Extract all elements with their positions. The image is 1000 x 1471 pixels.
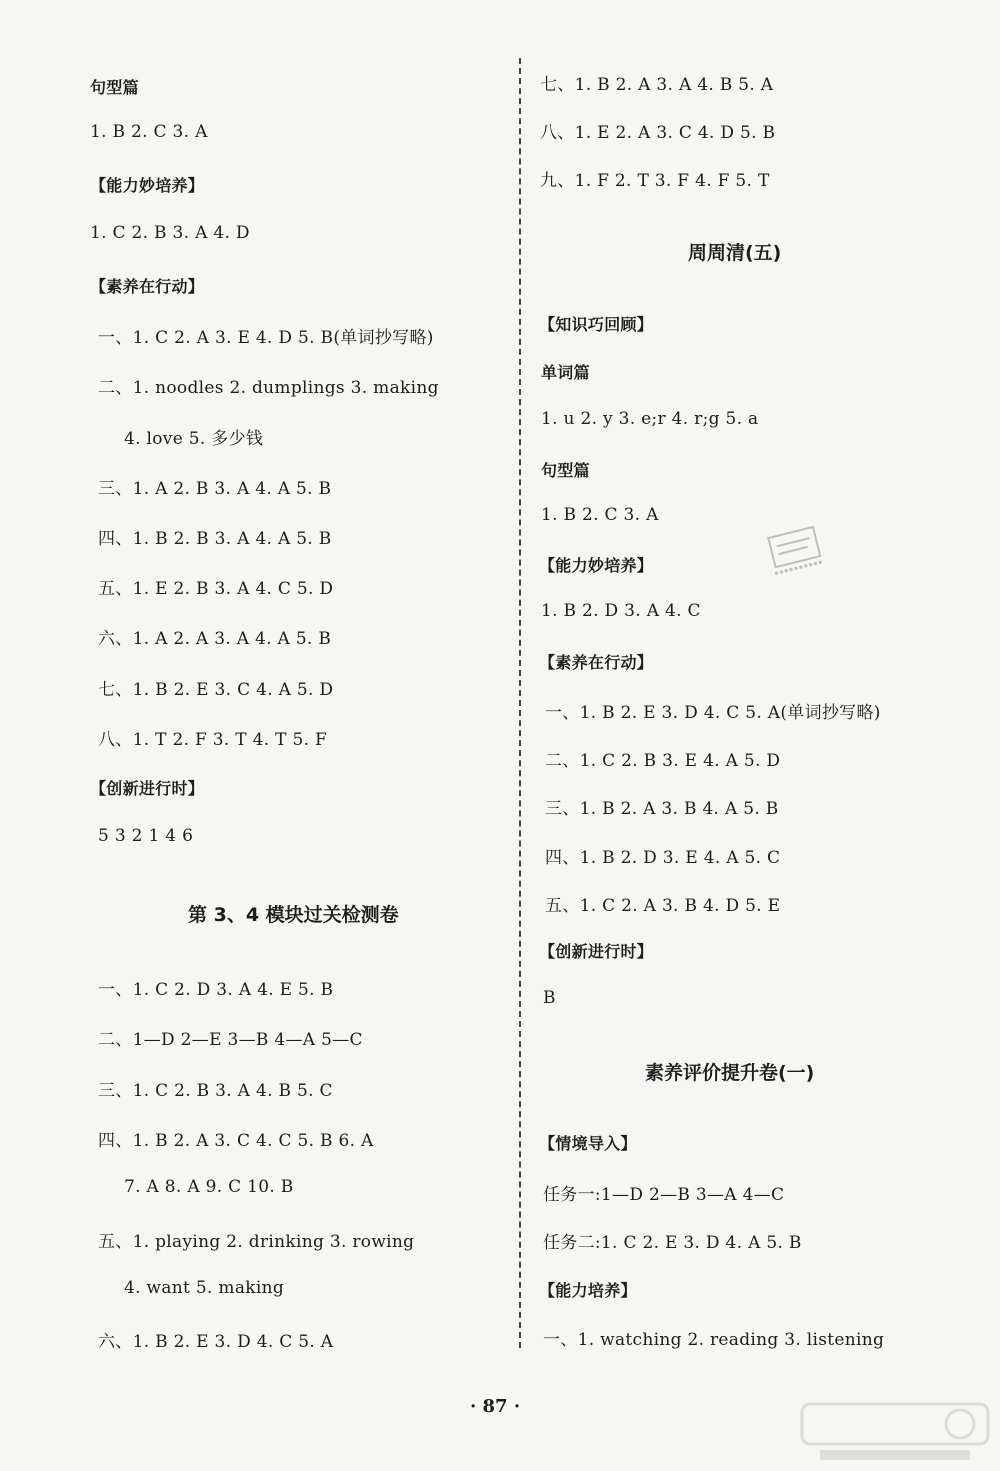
answer-line: 四、1. B 2. A 3. C 4. C 5. B 6. A [98, 1131, 374, 1151]
section-heading: 单词篇 [541, 363, 590, 382]
section-title: 周周清(五) [688, 242, 782, 264]
answer-line: 1. u 2. y 3. e;r 4. r;g 5. a [541, 409, 759, 429]
stamp-icon [763, 522, 826, 578]
section-heading: 【能力妙培养】 [90, 176, 205, 195]
answer-line: 五、1. playing 2. drinking 3. rowing [98, 1232, 415, 1252]
section-heading: 句型篇 [90, 78, 139, 97]
section-heading: 【能力培养】 [539, 1281, 637, 1300]
answer-line: 一、1. B 2. E 3. D 4. C 5. A(单词抄写略) [545, 703, 881, 723]
answer-line: 任务一:1—D 2—B 3—A 4—C [543, 1185, 785, 1205]
answer-line: 五、1. E 2. B 3. A 4. C 5. D [98, 579, 334, 599]
answer-line: 一、1. watching 2. reading 3. listening [543, 1330, 885, 1350]
answer-line: 4. love 5. 多少钱 [124, 429, 264, 449]
answer-line: 三、1. B 2. A 3. B 4. A 5. B [545, 799, 779, 819]
answer-line: 7. A 8. A 9. C 10. B [124, 1177, 294, 1197]
answer-line: 三、1. C 2. B 3. A 4. B 5. C [98, 1081, 333, 1101]
answer-line: 1. C 2. B 3. A 4. D [90, 223, 250, 243]
watermark-logo [800, 1400, 990, 1466]
answer-line: 七、1. B 2. A 3. A 4. B 5. A [540, 75, 774, 95]
answer-line: 二、1. noodles 2. dumplings 3. making [98, 378, 439, 398]
answer-line: 5 3 2 1 4 6 [98, 826, 194, 846]
answer-line: 四、1. B 2. D 3. E 4. A 5. C [545, 848, 781, 868]
answer-line: 一、1. C 2. D 3. A 4. E 5. B [98, 980, 334, 1000]
section-heading: 【知识巧回顾】 [539, 315, 654, 334]
section-heading: 【能力妙培养】 [539, 556, 654, 575]
module-title: 第 3、4 模块过关检测卷 [188, 904, 399, 926]
section-heading: 【创新进行时】 [90, 779, 205, 798]
section-heading: 【情境导入】 [539, 1134, 637, 1153]
answer-line: 1. B 2. D 3. A 4. C [541, 601, 701, 621]
answer-line: 九、1. F 2. T 3. F 4. F 5. T [540, 171, 770, 191]
answer-line: 四、1. B 2. B 3. A 4. A 5. B [98, 529, 332, 549]
answer-line: 五、1. C 2. A 3. B 4. D 5. E [545, 896, 781, 916]
answer-line: B [543, 988, 556, 1008]
section-heading: 【素养在行动】 [90, 277, 205, 296]
answer-line: 二、1—D 2—E 3—B 4—A 5—C [98, 1030, 363, 1050]
answer-line: 七、1. B 2. E 3. C 4. A 5. D [98, 680, 334, 700]
answer-line: 八、1. T 2. F 3. T 4. T 5. F [98, 730, 328, 750]
section-heading: 句型篇 [541, 461, 590, 480]
answer-line: 六、1. B 2. E 3. D 4. C 5. A [98, 1332, 334, 1352]
answer-line: 1. B 2. C 3. A [541, 505, 659, 525]
section-heading: 【素养在行动】 [539, 653, 654, 672]
section-title: 素养评价提升卷(一) [645, 1062, 815, 1084]
section-heading: 【创新进行时】 [539, 942, 654, 961]
answer-line: 1. B 2. C 3. A [90, 122, 208, 142]
answer-line: 三、1. A 2. B 3. A 4. A 5. B [98, 479, 332, 499]
answer-line: 任务二:1. C 2. E 3. D 4. A 5. B [543, 1233, 802, 1253]
answer-line: 二、1. C 2. B 3. E 4. A 5. D [545, 751, 781, 771]
page-number: · 87 · [470, 1396, 521, 1417]
answer-line: 八、1. E 2. A 3. C 4. D 5. B [540, 123, 776, 143]
answer-line: 4. want 5. making [124, 1278, 285, 1298]
answer-line: 一、1. C 2. A 3. E 4. D 5. B(单词抄写略) [98, 328, 434, 348]
answer-line: 六、1. A 2. A 3. A 4. A 5. B [98, 629, 332, 649]
column-divider [519, 58, 521, 1348]
